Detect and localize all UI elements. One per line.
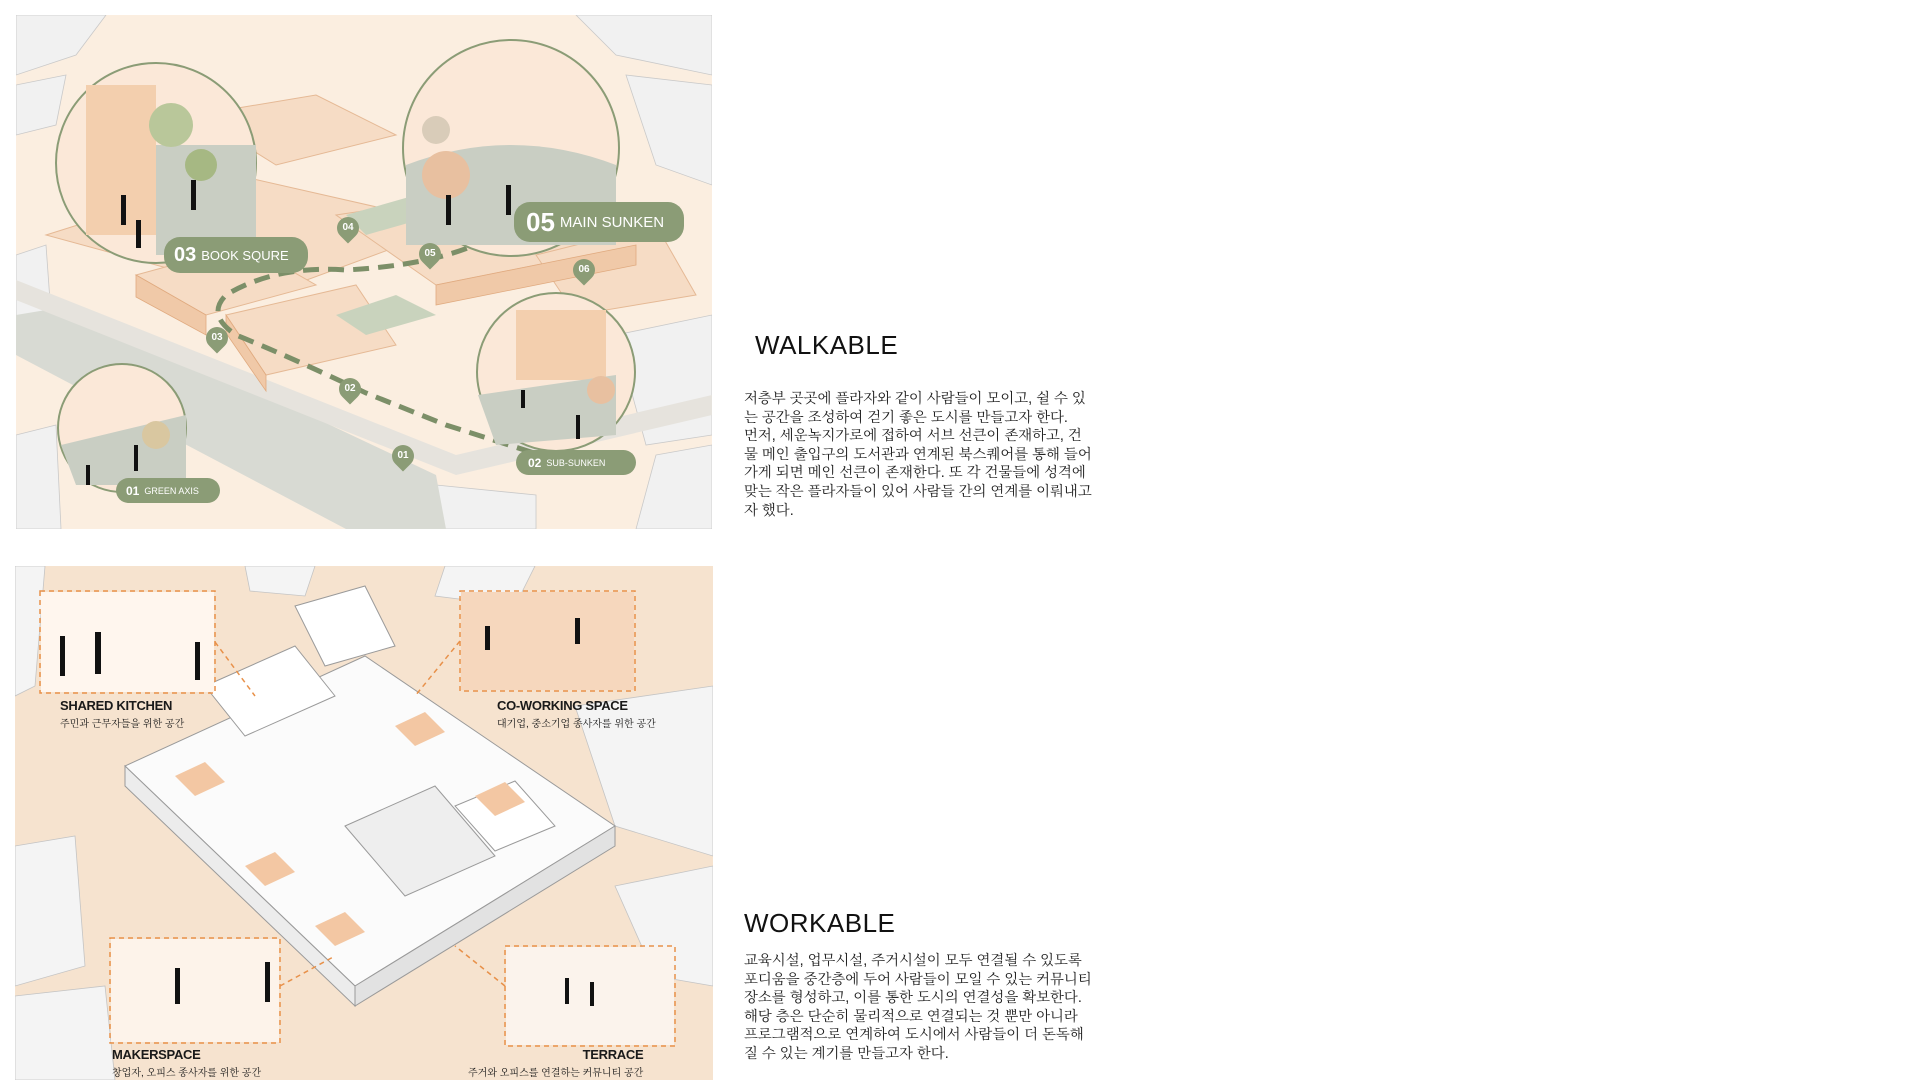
location-marker-03: 03 (201, 322, 232, 353)
location-marker-01: 01 (387, 440, 418, 471)
location-marker-06: 06 (568, 254, 599, 285)
makerspace-title: MAKERSPACE (112, 1047, 201, 1062)
walkable-heading: WALKABLE (755, 330, 899, 360)
terrace-desc: 주거와 오피스를 연결하는 커뮤니티 공간 (468, 1068, 644, 1079)
terrace-title: TERRACE (582, 1047, 644, 1062)
sub-sunken-name: SUB-SUNKEN (546, 457, 606, 468)
location-marker-05: 05 (414, 238, 445, 269)
location-marker-04: 04 (332, 212, 363, 243)
shared-kitchen-title: SHARED KITCHEN (60, 698, 173, 713)
sub-sunken-label (516, 450, 636, 475)
shared-kitchen-desc: 주민과 근무자들을 위한 공간 (60, 719, 185, 730)
book-square-number: 03 (174, 243, 197, 266)
co-working-space-desc: 대기업, 중소기업 종사자를 위한 공간 (497, 719, 656, 730)
book-square-name: BOOK SQURE (201, 247, 289, 263)
workable-axonometric-drawing (15, 566, 713, 1080)
makerspace-desc: 창업자, 오피스 종사자를 위한 공간 (112, 1068, 262, 1079)
workable-description: 교육시설, 업무시설, 주거시설이 모두 연결될 수 있도록 포디움을 중간층에 두어 사람들이 모일 수 있는 커뮤니티 장소를 형성하고, 이를 통한 도시의 연결성을 확보한다. 해당 층은 단순히 물리적으로 연결되는 것 뿐만 아니라 프로그램적으로 연계하여 도시에서 사람들이 더 돈독해 질 수 있는 계기를 만들고자 한다. (744, 953, 1092, 1062)
location-marker-02: 02 (334, 373, 365, 404)
main-sunken-number: 05 (526, 206, 555, 237)
co-working-space-label (497, 698, 656, 730)
sub-sunken-number: 02 (528, 455, 542, 470)
terrace-label (468, 1047, 643, 1079)
green-axis-number: 01 (126, 483, 140, 498)
walkable-description: 저층부 곳곳에 플라자와 같이 사람들이 모이고, 쉴 수 있 는 공간을 조성하여 걷기 좋은 도시를 만들고자 한다. 먼저, 세운녹지가로에 접하여 서브 선큰이 존재하고, 건 물 메인 출입구의 도서관과 연계된 북스퀘어를 통해 들어 가게 되면 메인 선큰이 존재한다. 또 각 건물들에 성격에 맞는 작은 플라자들이 있어 사람들 간의 연계를 이뤄내고 자 했다. (744, 391, 1092, 519)
workable-heading: WORKABLE (744, 908, 896, 938)
makerspace-label (112, 1047, 261, 1079)
co-working-space-title: CO-WORKING SPACE (497, 698, 628, 713)
shared-kitchen-label (60, 698, 184, 730)
walkable-diagram (16, 15, 712, 529)
green-axis-name: GREEN AXIS (144, 485, 199, 496)
green-axis-label (116, 478, 220, 503)
book-square-label (164, 237, 308, 273)
workable-diagram (15, 566, 713, 1080)
main-sunken-label (514, 202, 684, 242)
main-sunken-name: MAIN SUNKEN (559, 213, 665, 231)
